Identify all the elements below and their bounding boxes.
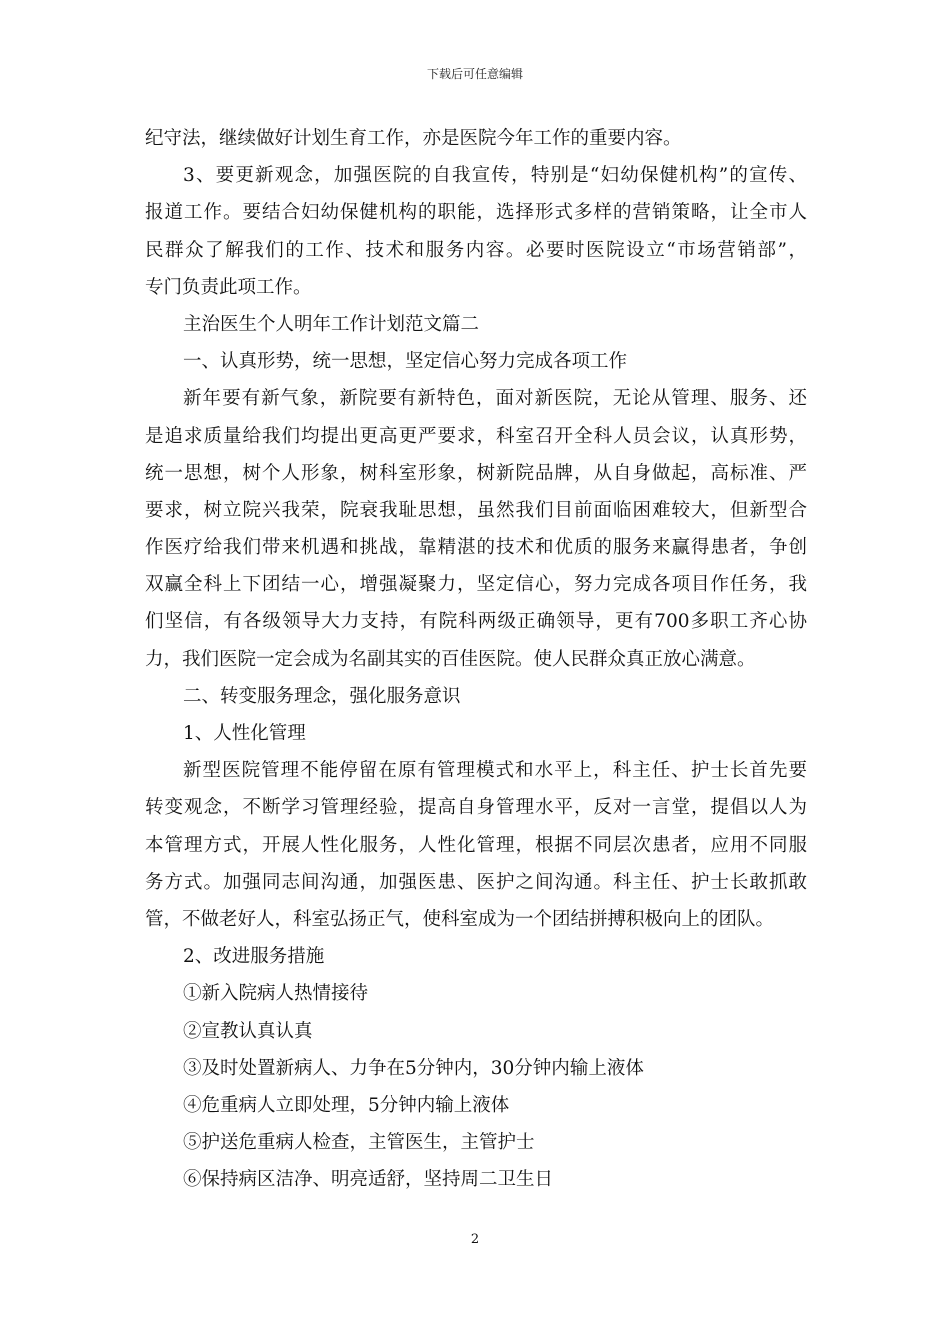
text-line: 主治医生个人明年工作计划范文篇二	[183, 313, 480, 335]
text-line: ④危重病人立即处理，5分钟内输上液体	[183, 1094, 510, 1116]
text-line: 1、人性化管理	[183, 723, 306, 744]
text-line: 双赢全科上下团结一心，增强凝聚力，坚定信心，努力完成各项目作任务，我	[145, 574, 807, 596]
text-line: 报道工作。要结合妇幼保健机构的职能，选择形式多样的营销策略，让全市人	[145, 202, 807, 224]
text-line: 新型医院管理不能停留在原有管理模式和水平上，科主任、护士长首先要	[183, 760, 807, 782]
text-line: 是追求质量给我们均提出更高更严要求，科室召开全科人员会议，认真形势，	[145, 425, 807, 447]
document-body	[145, 120, 807, 1198]
text-line: 二、转变服务理念，强化服务意识	[183, 685, 461, 707]
text-line: 纪守法，继续做好计划生育工作，亦是医院今年工作的重要内容。	[145, 128, 682, 149]
text-line: ⑥保持病区洁净、明亮适舒，坚持周二卫生日	[183, 1169, 554, 1191]
text-line: 要求，树立院兴我荣，院衰我耻思想，虽然我们目前面临困难较大，但新型合	[145, 499, 807, 521]
text-line: 专门负责此项工作。	[145, 276, 312, 298]
text-line: 作医疗给我们带来机遇和挑战，靠精湛的技术和优质的服务来赢得患者，争创	[145, 537, 807, 559]
page-number: 2	[470, 1232, 480, 1247]
text-line: ⑤护送危重病人检查，主管医生，主管护士	[183, 1132, 535, 1154]
text-line: 民群众了解我们的工作、技术和服务内容。必要时医院设立“市场营销部”，	[145, 239, 807, 261]
text-line: 们坚信，有各级领导大力支持，有院科两级正确领导，更有700多职工齐心协	[145, 611, 807, 633]
text-line: ①新入院病人热情接待	[183, 983, 369, 1005]
text-line: ③及时处置新病人、力争在5分钟内，30分钟内输上液体	[183, 1057, 644, 1079]
text-line: 统一思想，树个人形象，树科室形象，树新院品牌，从自身做起，高标准、严	[145, 462, 807, 484]
text-line: 本管理方式，开展人性化服务，人性化管理，根据不同层次患者，应用不同服	[145, 834, 807, 856]
text-line: 力，我们医院一定会成为名副其实的百佳医院。使人民群众真正放心满意。	[145, 648, 756, 670]
page-header: 下载后可任意编辑	[426, 67, 523, 81]
text-line: 务方式。加强同志间沟通，加强医患、医护之间沟通。科主任、护士长敢抓敢	[145, 871, 807, 893]
text-line: 2、改进服务措施	[183, 946, 325, 968]
text-line: 新年要有新气象，新院要有新特色，面对新医院，无论从管理、服务、还	[183, 388, 807, 410]
text-line: 一、认真形势，统一思想，坚定信心努力完成各项工作	[183, 351, 628, 373]
text-line: 管，不做老好人，科室弘扬正气，使科室成为一个团结拼搏积极向上的团队。	[145, 908, 775, 930]
text-line: ②宣教认真认真	[183, 1020, 313, 1042]
text-line: 转变观念，不断学习管理经验，提高自身管理水平，反对一言堂，提倡以人为	[145, 797, 807, 819]
text-line: 3、要更新观念，加强医院的自我宣传，特别是“妇幼保健机构”的宣传、	[183, 165, 807, 187]
